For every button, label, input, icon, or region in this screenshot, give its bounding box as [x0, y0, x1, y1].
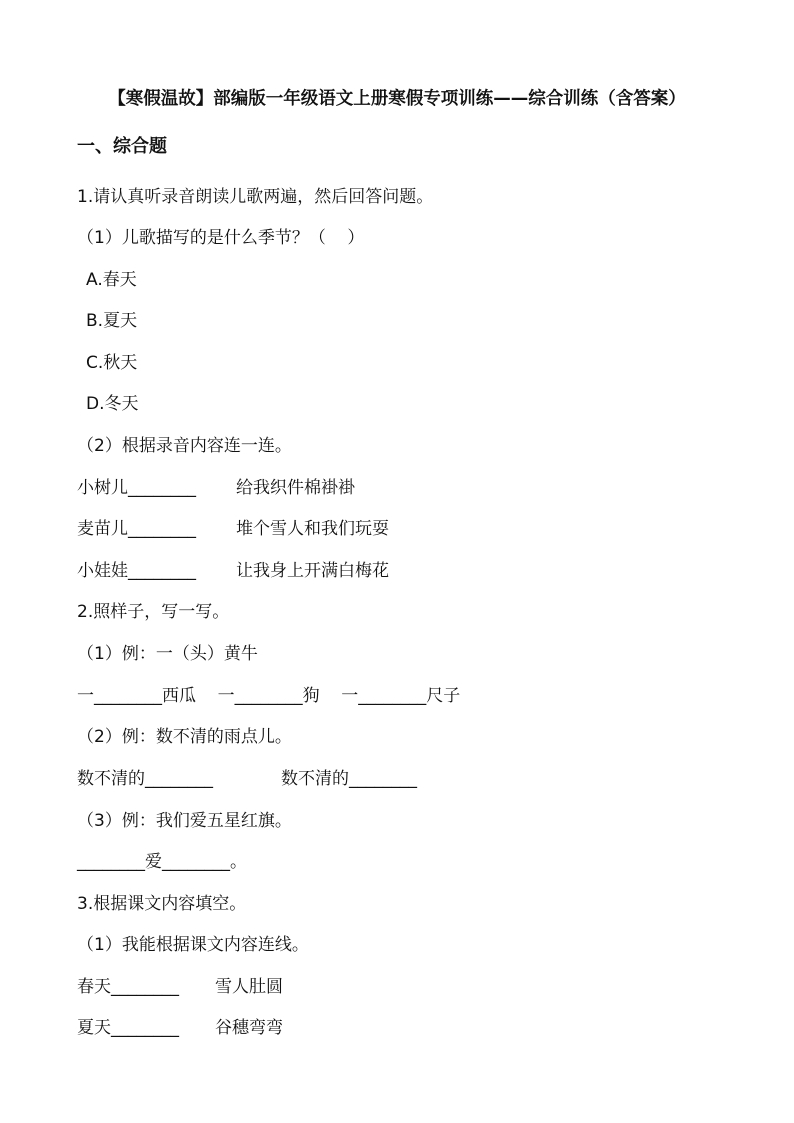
- document-title: 【寒假温故】部编版一年级语文上册寒假专项训练——综合训练（含答案）: [108, 89, 686, 109]
- fill-blank: 数不清的________: [281, 769, 417, 789]
- match-left-item: 麦苗儿________: [77, 519, 196, 539]
- question-1-sub1: （1）儿歌描写的是什么季节？（ ）: [77, 228, 365, 248]
- match-right-item: 给我织件棉褂褂: [236, 478, 355, 498]
- match-left-item: 夏天________: [77, 1018, 179, 1038]
- measure-word-blanks: 一________西瓜 一________狗 一________尺子: [77, 686, 461, 706]
- section-heading: 一、综合题: [77, 136, 167, 157]
- sentence-blank: ________爱________。: [77, 852, 247, 872]
- question-1-prompt: 1.请认真听录音朗读儿歌两遍，然后回答问题。: [77, 187, 434, 207]
- question-3-sub1: （1）我能根据课文内容连线。: [77, 935, 309, 955]
- option-a: A.春天: [86, 270, 137, 290]
- option-d: D.冬天: [86, 394, 139, 414]
- question-2-prompt: 2.照样子，写一写。: [77, 602, 230, 622]
- match-right-item: 让我身上开满白梅花: [236, 561, 389, 581]
- question-2-sub2: （2）例：数不清的雨点儿。: [77, 727, 292, 747]
- match-left-item: 小树儿________: [77, 478, 196, 498]
- option-b: B.夏天: [86, 311, 138, 331]
- match-right-item: 雪人肚圆: [215, 977, 283, 997]
- question-2-sub3: （3）例：我们爱五星红旗。: [77, 811, 292, 831]
- match-left-item: 小娃娃________: [77, 561, 196, 581]
- match-right-item: 堆个雪人和我们玩耍: [236, 519, 389, 539]
- question-3-prompt: 3.根据课文内容填空。: [77, 894, 247, 914]
- option-c: C.秋天: [86, 353, 138, 373]
- fill-blank: 数不清的________: [77, 769, 213, 789]
- match-left-item: 春天________: [77, 977, 179, 997]
- match-right-item: 谷穗弯弯: [215, 1018, 283, 1038]
- question-2-sub1: （1）例：一（头）黄牛: [77, 644, 258, 664]
- question-1-sub2: （2）根据录音内容连一连。: [77, 436, 292, 456]
